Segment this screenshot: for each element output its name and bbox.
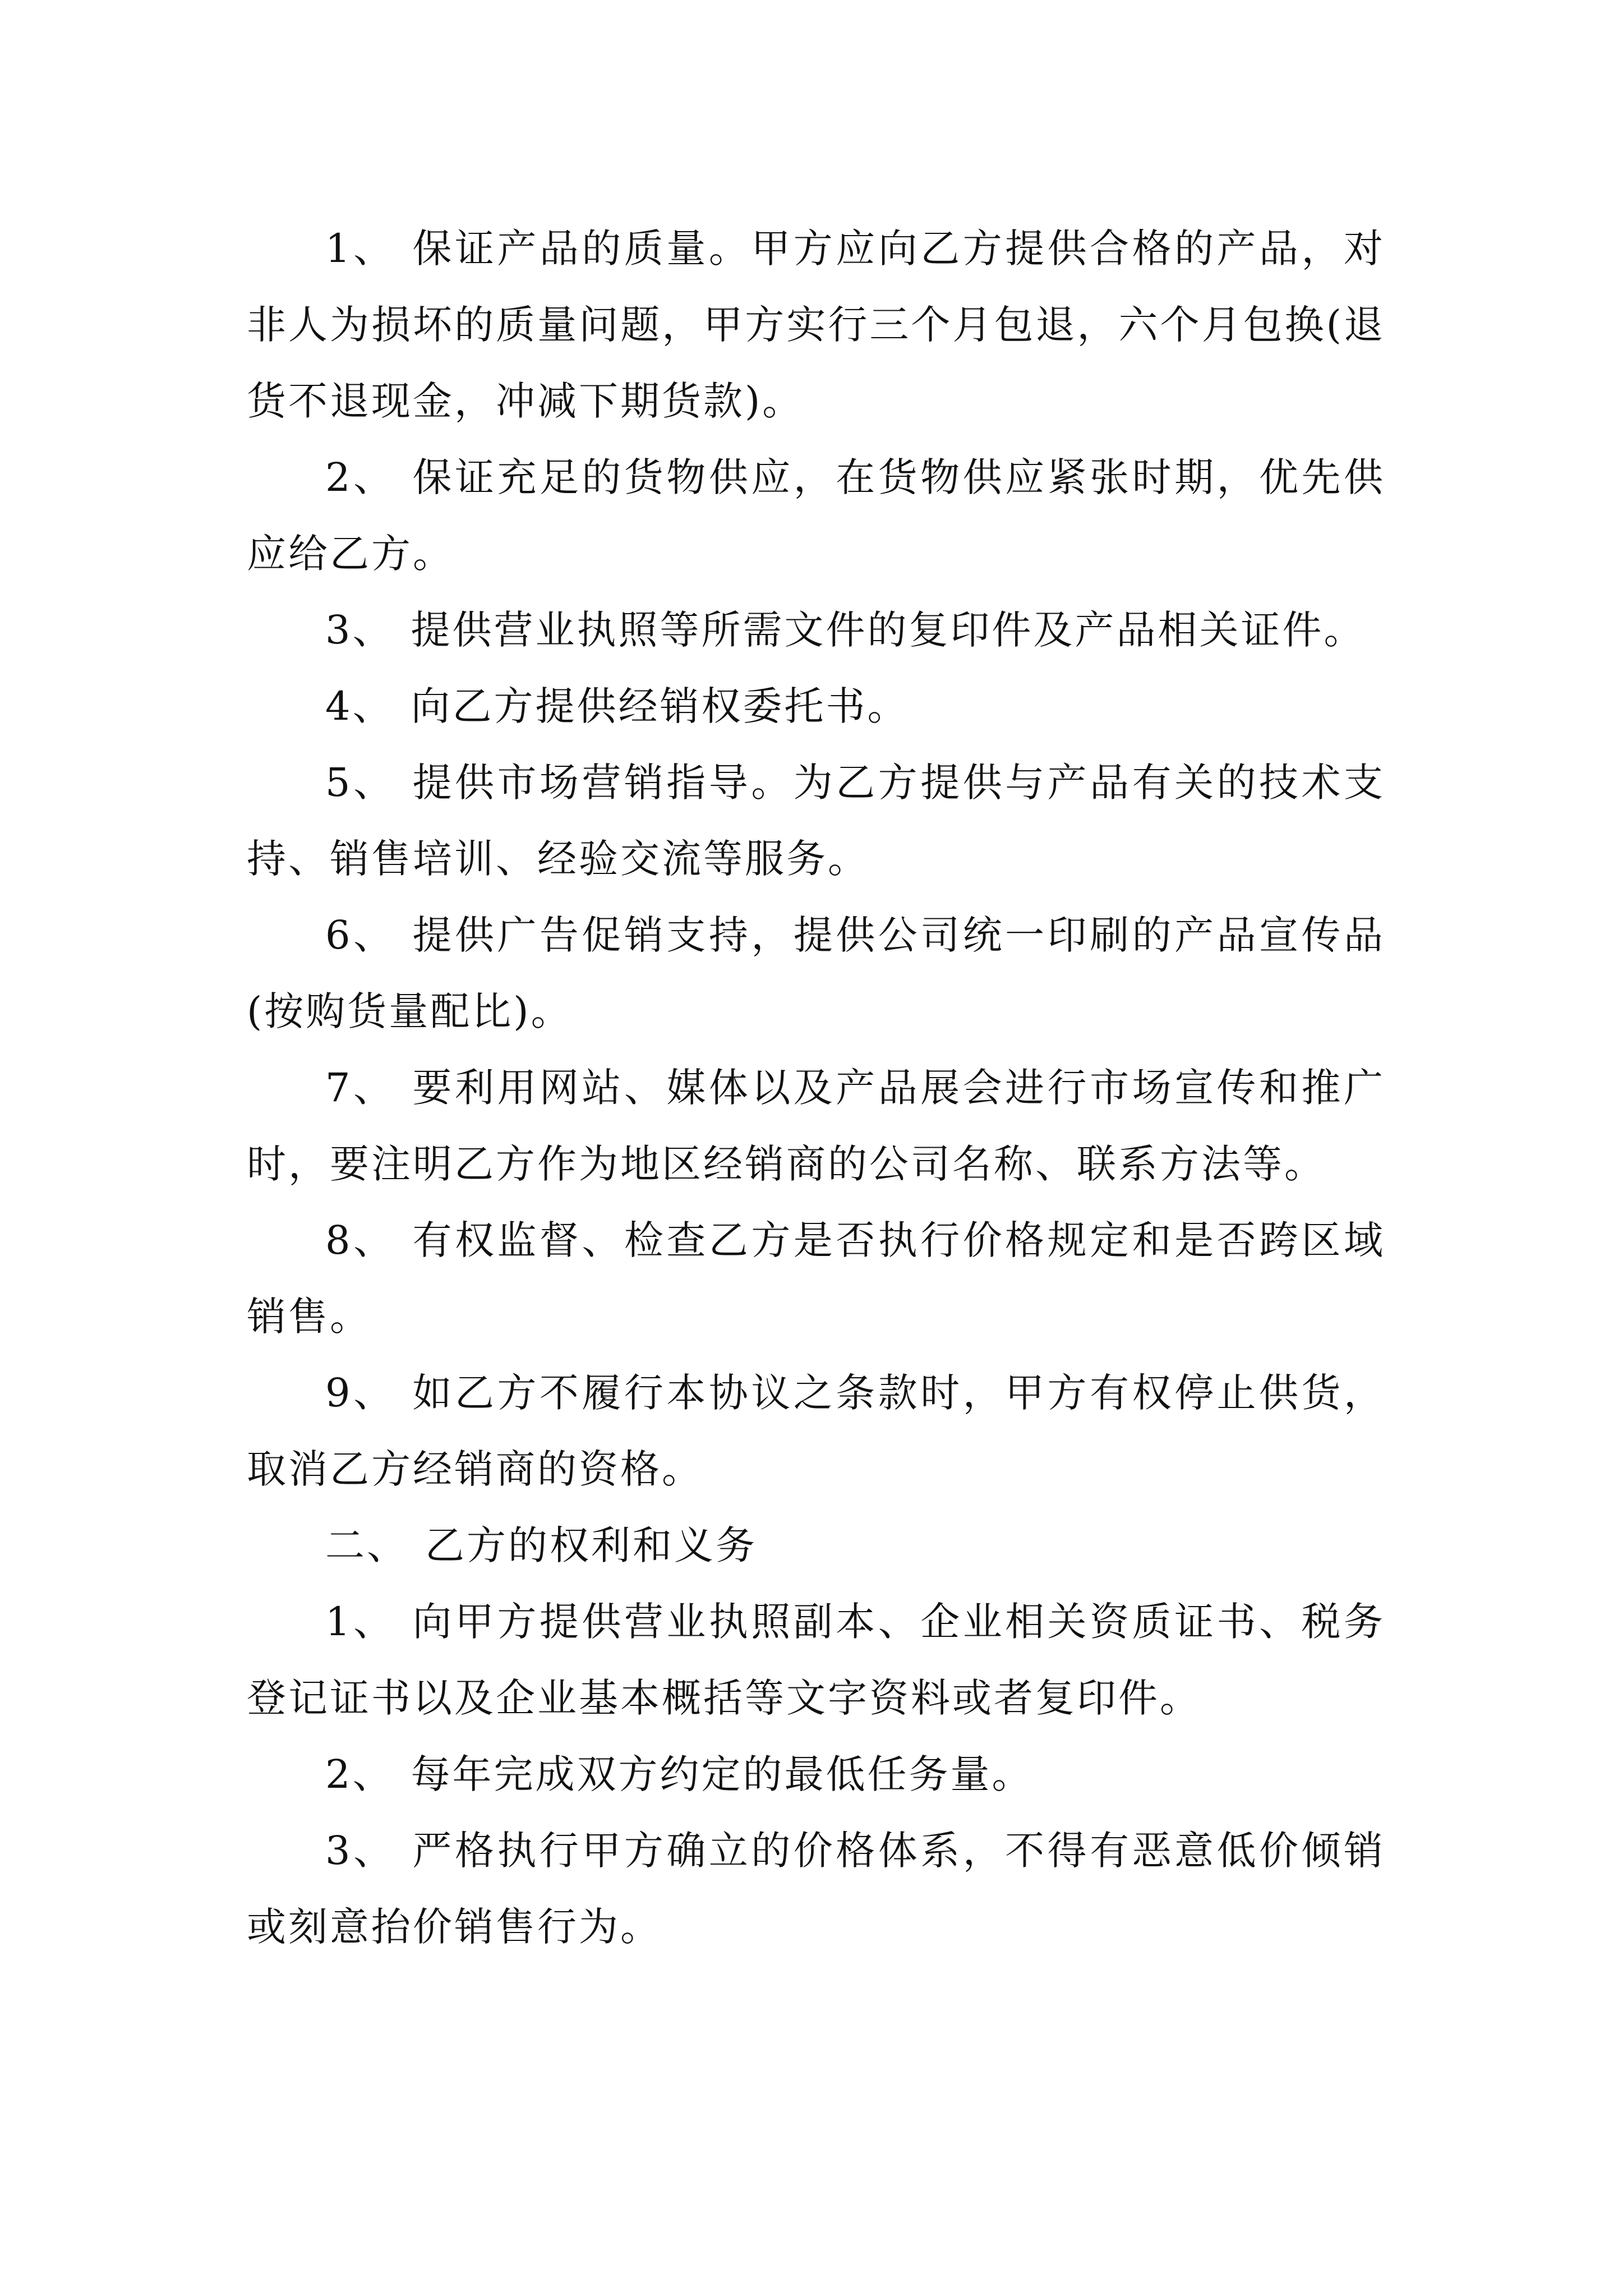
section-heading-party-b xyxy=(247,1507,1385,1584)
clause-text: 每年完成双方约定的最低任务量。 xyxy=(411,1751,1034,1797)
clause-number: 2、 xyxy=(325,1751,394,1797)
clause-party-a-9 xyxy=(247,1355,1385,1507)
clause-text: 严格执行甲方确立的价格体系，不得有恶意低价倾销或刻意抬价销售行为。 xyxy=(247,1828,1385,1950)
clause-number: 7、 xyxy=(325,1065,396,1111)
clause-number: 6、 xyxy=(325,912,396,958)
section-number: 二、 xyxy=(325,1522,408,1568)
clause-party-a-7 xyxy=(247,1050,1385,1202)
clause-number: 1、 xyxy=(325,1599,396,1645)
document-body xyxy=(247,210,1385,1965)
clause-number: 3、 xyxy=(325,1828,396,1874)
clause-number: 5、 xyxy=(325,760,396,806)
clause-party-a-5 xyxy=(247,744,1385,897)
clause-party-a-2 xyxy=(247,439,1385,592)
clause-party-a-6 xyxy=(247,897,1385,1050)
clause-text: 提供广告促销支持，提供公司统一印刷的产品宣传品(按购货量配比)。 xyxy=(247,912,1385,1034)
section-title: 乙方的权利和义务 xyxy=(425,1522,757,1568)
clause-text: 保证充足的货物供应，在货物供应紧张时期，优先供应给乙方。 xyxy=(247,454,1385,577)
clause-party-b-1 xyxy=(247,1584,1385,1736)
clause-text: 保证产品的质量。甲方应向乙方提供合格的产品，对非人为损坏的质量问题，甲方实行三个月包退，六个月包换(退货不退现金，冲减下期货款)。 xyxy=(247,226,1385,424)
clause-number: 1、 xyxy=(325,226,396,272)
clause-party-a-1 xyxy=(247,210,1385,439)
clause-text: 提供营业执照等所需文件的复印件及产品相关证件。 xyxy=(411,607,1366,653)
clause-number: 8、 xyxy=(325,1217,396,1263)
clause-party-b-2 xyxy=(247,1736,1385,1812)
clause-number: 9、 xyxy=(325,1370,396,1416)
clause-number: 4、 xyxy=(325,683,394,729)
clause-party-a-8 xyxy=(247,1202,1385,1355)
clause-party-b-3 xyxy=(247,1812,1385,1965)
clause-text: 有权监督、检查乙方是否执行价格规定和是否跨区域销售。 xyxy=(247,1217,1385,1340)
clause-text: 向乙方提供经销权委托书。 xyxy=(411,683,909,729)
clause-text: 要利用网站、媒体以及产品展会进行市场宣传和推广时，要注明乙方作为地区经销商的公司名称、联系方法等。 xyxy=(247,1065,1385,1187)
clause-text: 如乙方不履行本协议之条款时，甲方有权停止供货，取消乙方经销商的资格。 xyxy=(247,1370,1385,1492)
clause-number: 3、 xyxy=(325,607,394,653)
clause-number: 2、 xyxy=(325,454,396,500)
clause-party-a-3 xyxy=(247,592,1385,668)
clause-text: 提供市场营销指导。为乙方提供与产品有关的技术支持、销售培训、经验交流等服务。 xyxy=(247,760,1385,882)
clause-text: 向甲方提供营业执照副本、企业相关资质证书、税务登记证书以及企业基本概括等文字资料或者复印件。 xyxy=(247,1599,1385,1721)
clause-party-a-4 xyxy=(247,668,1385,744)
